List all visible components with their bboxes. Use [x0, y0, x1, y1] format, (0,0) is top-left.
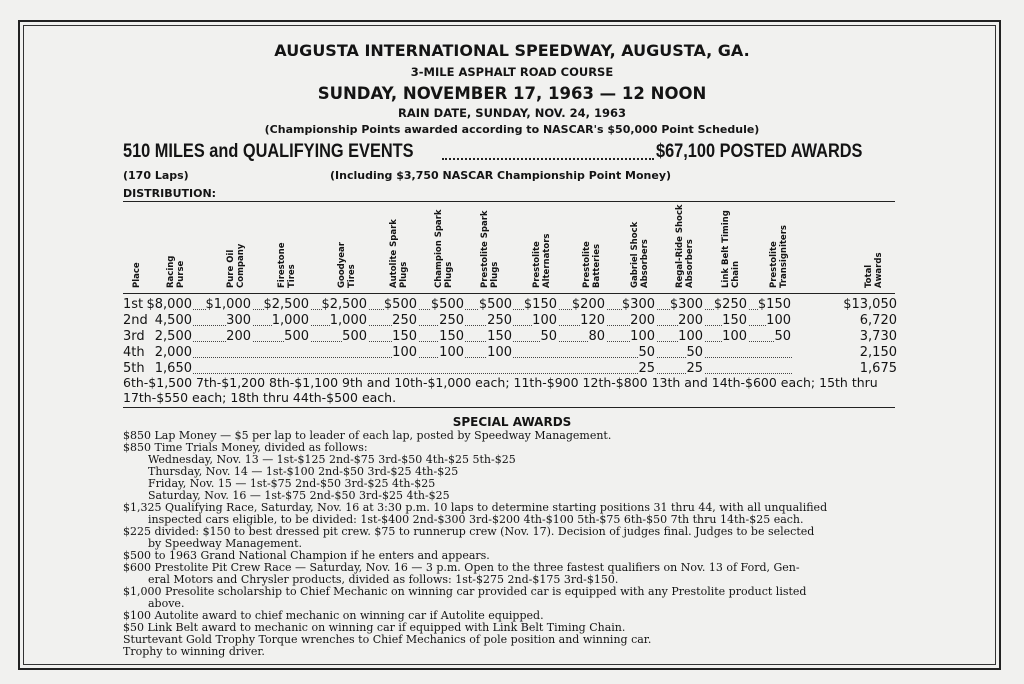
place-cell: 1st	[123, 297, 144, 312]
place-cell: 5th	[123, 361, 145, 376]
place-cell: 3rd	[123, 329, 145, 344]
amount-cell: 100	[678, 329, 703, 344]
amount-cell: 150	[487, 329, 512, 344]
points-note: (Championship Points awarded according to NASCAR's $50,000 Point Schedule)	[264, 123, 760, 136]
amount-cell: 2,500	[154, 329, 192, 344]
amount-cell: $300	[669, 297, 703, 312]
column-header: Place	[132, 262, 142, 288]
column-header: Prestolite Alternators	[532, 233, 552, 288]
column-header: Prestolite Batteries	[582, 241, 602, 288]
venue-title: AUGUSTA INTERNATIONAL SPEEDWAY, AUGUSTA, GA.	[274, 41, 750, 60]
special-award-line: Sturtevant Gold Trophy Torque wrenches to Chief Mechanics of pole position and winning car.	[123, 633, 652, 646]
amount-cell: 250	[439, 313, 464, 328]
amount-cell: 150	[439, 329, 464, 344]
amount-cell: 250	[392, 313, 417, 328]
amount-cell: 500	[284, 329, 309, 344]
amount-cell: $150	[757, 297, 791, 312]
table-bottom-rule	[123, 407, 895, 408]
special-award-line: Wednesday, Nov. 13 — 1st-$125 2nd-$75 3rd-$50 4th-$25 5th-$25	[148, 453, 516, 466]
remainder-line-2: 17th-$550 each; 18th thru 44th-$500 each.	[123, 390, 397, 405]
amount-cell: 500	[342, 329, 367, 344]
special-awards-title: SPECIAL AWARDS	[452, 415, 572, 429]
column-header: Link Belt Timing Chain	[721, 210, 741, 288]
including-note: (Including $3,750 NASCAR Championship Point Money)	[330, 169, 672, 182]
amount-cell: 300	[226, 313, 251, 328]
special-award-line: $500 to 1963 Grand National Champion if he enters and appears.	[123, 549, 490, 562]
amount-cell: 150	[722, 313, 747, 328]
amount-cell: $500	[383, 297, 417, 312]
distribution-label: DISTRIBUTION:	[123, 187, 217, 200]
amount-cell: 100	[532, 313, 557, 328]
special-award-line: above.	[148, 597, 185, 610]
column-header: Goodyear Tires	[337, 242, 357, 288]
place-cell: 4th	[123, 345, 145, 360]
amount-cell: 100	[392, 345, 417, 360]
amount-cell: $200	[571, 297, 605, 312]
amount-cell: 250	[487, 313, 512, 328]
amount-cell: $500	[430, 297, 464, 312]
column-header: Champion Spark Plugs	[434, 209, 454, 288]
table-row	[0, 297, 1024, 313]
amount-cell: $500	[478, 297, 512, 312]
amount-cell: 200	[630, 313, 655, 328]
special-award-line: $225 divided: $150 to best dressed pit crew. $75 to runnerup crew (Nov. 17). Decision of judges final. Judges to be selected	[123, 525, 815, 538]
special-award-line: $50 Link Belt award to mechanic on winning car if equipped with Link Belt Timing Chain.	[123, 621, 626, 634]
special-award-line: $1,000 Presolite scholarship to Chief Mechanic on winning car provided car is equipped with any Prestolite product listed	[123, 585, 807, 598]
special-award-line: Friday, Nov. 15 — 1st-$75 2nd-$50 3rd-$25 4th-$25	[148, 477, 436, 490]
special-award-line: eral Motors and Chrysler products, divided as follows: 1st-$275 2nd-$175 3rd-$150.	[148, 573, 619, 586]
special-award-line: $1,325 Qualifying Race, Saturday, Nov. 16 at 3:30 p.m. 10 laps to determine starting positions 31 thru 44, with all unqualified	[123, 501, 828, 514]
table-row	[0, 313, 1024, 329]
amount-cell: $250	[713, 297, 747, 312]
total-cell: 1,675	[859, 361, 897, 376]
column-header: Prestolite Spark Plugs	[480, 210, 500, 288]
special-award-line: $850 Lap Money — $5 per lap to leader of each lap, posted by Speedway Management.	[123, 429, 612, 442]
special-award-line: Thursday, Nov. 14 — 1st-$100 2nd-$50 3rd-$25 4th-$25	[148, 465, 459, 478]
column-header: Firestone Tires	[277, 242, 297, 288]
total-cell: 3,730	[859, 329, 897, 344]
amount-cell: 200	[678, 313, 703, 328]
amount-cell: 50	[638, 345, 655, 360]
total-cell: 2,150	[859, 345, 897, 360]
column-header: Regal-Ride Shock Absorbers	[675, 204, 695, 288]
amount-cell: 25	[686, 361, 703, 376]
laps-note: (170 Laps)	[123, 169, 189, 182]
total-cell: 6,720	[859, 313, 897, 328]
amount-cell: 120	[580, 313, 605, 328]
amount-cell: 150	[392, 329, 417, 344]
amount-cell: 1,000	[329, 313, 367, 328]
amount-cell: 100	[766, 313, 791, 328]
amount-cell: 80	[588, 329, 605, 344]
column-header: Total Awards	[864, 252, 884, 288]
amount-cell: 50	[686, 345, 703, 360]
amount-cell: 100	[439, 345, 464, 360]
special-award-line: Saturday, Nov. 16 — 1st-$75 2nd-$50 3rd-$25 4th-$25	[148, 489, 450, 502]
column-header: Prestolite Transigniters	[769, 225, 789, 288]
amount-cell: 4,500	[154, 313, 192, 328]
table-row	[0, 329, 1024, 345]
amount-cell: 100	[630, 329, 655, 344]
amount-cell: $1,000	[205, 297, 251, 312]
amount-cell: $8,000	[146, 297, 192, 312]
headline-dot-leader	[442, 158, 654, 160]
amount-cell: 1,650	[154, 361, 192, 376]
special-award-line: $850 Time Trials Money, divided as follows:	[123, 441, 368, 454]
amount-cell: $2,500	[321, 297, 367, 312]
column-header: Gabriel Shock Absorbers	[630, 221, 650, 288]
place-cell: 2nd	[123, 313, 148, 328]
special-award-line: by Speedway Management.	[148, 537, 303, 550]
amount-cell: $300	[621, 297, 655, 312]
column-header: Racing Purse	[166, 255, 186, 288]
column-header: Autolite Spark Plugs	[389, 219, 409, 288]
table-header-rule	[123, 293, 895, 294]
rain-date: RAIN DATE, SUNDAY, NOV. 24, 1963	[398, 106, 626, 120]
special-award-line: $100 Autolite award to chief mechanic on winning car if Autolite equipped.	[123, 609, 544, 622]
special-award-line: inspected cars eligible, to be divided: 1st-$400 2nd-$300 3rd-$200 4th-$100 5th-$75 6th-$50 7th thru 14th-$25 each.	[148, 513, 804, 526]
amount-cell: 2,000	[154, 345, 192, 360]
headline-left: 510 MILES and QUALIFYING EVENTS	[123, 141, 414, 162]
amount-cell: $2,500	[263, 297, 309, 312]
remainder-line-1: 6th-$1,500 7th-$1,200 8th-$1,100 9th and 10th-$1,000 each; 11th-$900 12th-$800 13th and 14th-$600 each; 15th thru	[123, 375, 878, 390]
special-award-line: Trophy to winning driver.	[123, 645, 265, 658]
amount-cell: $150	[523, 297, 557, 312]
amount-cell: 25	[638, 361, 655, 376]
special-award-line: $600 Prestolite Pit Crew Race — Saturday, Nov. 16 — 3 p.m. Open to the three fastest qualifiers on Nov. 13 of Ford, Gen-	[123, 561, 800, 574]
headline-right: $67,100 POSTED AWARDS	[656, 141, 863, 162]
course-subtitle: 3-MILE ASPHALT ROAD COURSE	[410, 65, 614, 79]
race-date: SUNDAY, NOVEMBER 17, 1963 — 12 NOON	[317, 84, 707, 103]
amount-cell: 200	[226, 329, 251, 344]
amount-cell: 1,000	[271, 313, 309, 328]
total-cell: $13,050	[843, 297, 897, 312]
column-header: Pure Oil Company	[226, 243, 246, 288]
amount-cell: 100	[722, 329, 747, 344]
amount-cell: 50	[540, 329, 557, 344]
amount-cell: 50	[774, 329, 791, 344]
table-row	[0, 345, 1024, 361]
amount-cell: 100	[487, 345, 512, 360]
